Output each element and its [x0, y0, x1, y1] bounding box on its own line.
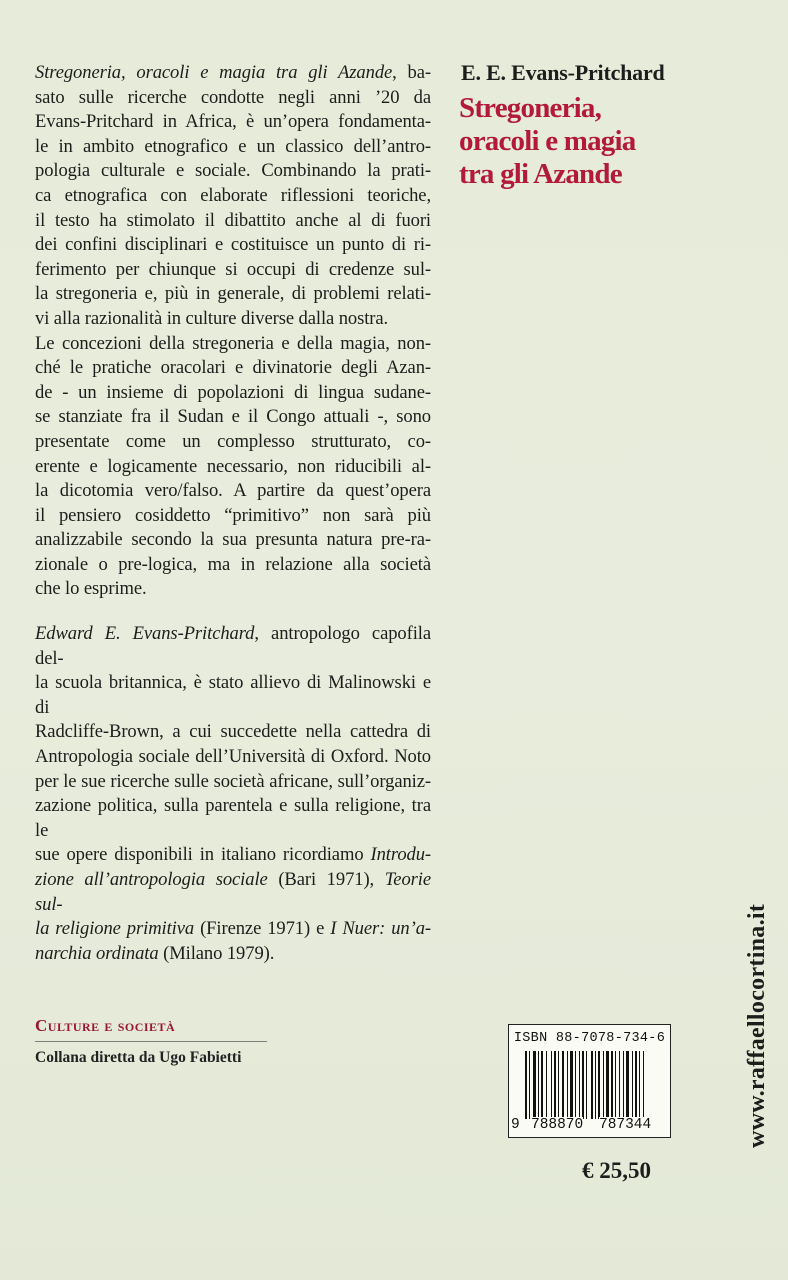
description-line: vi alla razionalità in culture diverse dalla nostra.: [35, 307, 389, 329]
series-block: [35, 1016, 267, 1067]
description-line: ché le pratiche oracolari e divinatorie degli Azan-: [35, 357, 431, 379]
barcode-bars: [525, 1051, 665, 1119]
bio-line: Antropologia sociale dell’Università di Oxford. Noto: [35, 746, 431, 768]
publisher-website: www.raffaellocortina.it: [744, 903, 770, 1148]
bio-line: la scuola britannica, è stato allievo di Malinowski e di: [35, 672, 431, 718]
barcode-bar: [623, 1051, 624, 1119]
barcode-bar: [533, 1051, 536, 1119]
book-title-inline: Stregoneria, oracoli e magia tra gli Azande: [35, 62, 393, 83]
barcode-bar: [546, 1051, 547, 1119]
description-line: erente e logicamente necessario, non riducibili al-: [35, 455, 431, 477]
barcode-bar: [595, 1051, 596, 1119]
description-line: ferimento per chiunque si occupi di credenze sul-: [35, 258, 431, 280]
description-line: ca etnografica con elaborate riflessioni teoriche,: [35, 184, 431, 206]
description-column: [35, 61, 431, 966]
bio-line: narchia ordinata (Milano 1979).: [35, 942, 275, 964]
barcode-bar: [591, 1051, 593, 1119]
series-editor: Collana diretta da Ugo Fabietti: [35, 1049, 242, 1066]
barcode-bar: [575, 1051, 576, 1119]
barcode-bar: [606, 1051, 609, 1119]
ean-digits: [511, 1117, 668, 1135]
bio-line: zazione politica, sulla parentela e sulla religione, tra le: [35, 795, 431, 841]
description-line: il testo ha stimolato il dibattito anche al di fuori: [35, 209, 431, 231]
isbn-barcode: [508, 1024, 671, 1138]
barcode-bar: [538, 1051, 539, 1119]
author-heading: E. E. Evans-Pritchard: [461, 60, 665, 85]
description-line: dei confini disciplinari e costituisce un punto di ri-: [35, 234, 431, 256]
barcode-bar: [598, 1051, 600, 1119]
barcode-bar: [582, 1051, 584, 1119]
description-line: la stregoneria e, più in generale, di problemi relati-: [35, 283, 431, 305]
price: € 25,50: [582, 1158, 651, 1183]
description-line: Le concezioni della stregoneria e della magia, non-: [35, 332, 431, 354]
barcode-bar: [643, 1051, 644, 1119]
bio-line: sue opere disponibili in italiano ricordiamo Introdu-: [35, 844, 431, 866]
bio-line: Radcliffe-Brown, a cui succedette nella cattedra di: [35, 721, 431, 743]
barcode-bar: [639, 1051, 640, 1119]
description-line: se stanziate fra il Sudan e il Congo attuali -, sono: [35, 406, 431, 428]
ean-digit-prefix: 9: [511, 1117, 520, 1133]
barcode-bar: [554, 1051, 556, 1119]
barcode-bar: [562, 1051, 564, 1119]
description-line: presentate come un complesso strutturato, co-: [35, 430, 431, 452]
ean-digit-group-right: 787344: [599, 1117, 652, 1133]
series-divider: [35, 1041, 267, 1042]
barcode-bar: [586, 1051, 587, 1119]
barcode-bar: [558, 1051, 559, 1119]
author-name-inline: Edward E. Evans-Pritchard: [35, 623, 255, 645]
book-title-line: oracoli e magia: [459, 125, 636, 157]
barcode-bar: [611, 1051, 613, 1119]
barcode-bar: [579, 1051, 580, 1119]
bio-line: per le sue ricerche sulle società africane, sull’organiz-: [35, 770, 431, 792]
barcode-bar: [525, 1051, 527, 1119]
ean-digit-group-left: 788870: [531, 1117, 584, 1133]
description-line: de - un insieme di popolazioni di lingua sudane-: [35, 381, 431, 403]
description-line: analizzabile secondo la sua presunta natura pre-ra-: [35, 529, 431, 551]
description-line: il pensiero cosiddetto “primitivo” non sarà più: [35, 504, 431, 526]
barcode-bar: [632, 1051, 633, 1119]
description-line: zionale o pre-logica, ma in relazione alla società: [35, 553, 431, 575]
isbn-text: ISBN 88-7078-734-6: [513, 1031, 666, 1046]
description-line: che lo esprime.: [35, 578, 147, 600]
description-line: la dicotomia vero/falso. A partire da quest’opera: [35, 480, 431, 502]
barcode-bar: [615, 1051, 616, 1119]
barcode-bar: [529, 1051, 530, 1119]
barcode-bar: [570, 1051, 573, 1119]
book-title-line: tra gli Azande: [459, 158, 622, 190]
bio-line: Edward E. Evans-Pritchard, antropologo capofila del-: [35, 623, 431, 669]
barcode-bar: [626, 1051, 629, 1119]
book-title: [459, 92, 699, 191]
description-line: pologia culturale e sociale. Combinando la prati-: [35, 160, 431, 182]
bio-line: la religione primitiva (Firenze 1971) e I Nuer: un’a-: [35, 918, 431, 940]
description-line: Stregoneria, oracoli e magia tra gli Azande, ba-: [35, 62, 431, 83]
barcode-bar: [635, 1051, 637, 1119]
description-line: Evans-Pritchard in Africa, è un’opera fondamenta-: [35, 111, 431, 133]
series-name: Culture e società: [35, 1016, 176, 1035]
description-line: le in ambito etnografico e un classico dell’antro-: [35, 135, 431, 157]
barcode-bar: [567, 1051, 568, 1119]
barcode-bar: [541, 1051, 543, 1119]
book-title-line: Stregoneria,: [459, 92, 602, 124]
barcode-bar: [619, 1051, 620, 1119]
barcode-bar: [551, 1051, 552, 1119]
barcode-bar: [603, 1051, 604, 1119]
description-line: sato sulle ricerche condotte negli anni ’20 da: [35, 86, 431, 108]
bio-line: zione all’antropologia sociale (Bari 1971), Teorie sul-: [35, 869, 432, 915]
